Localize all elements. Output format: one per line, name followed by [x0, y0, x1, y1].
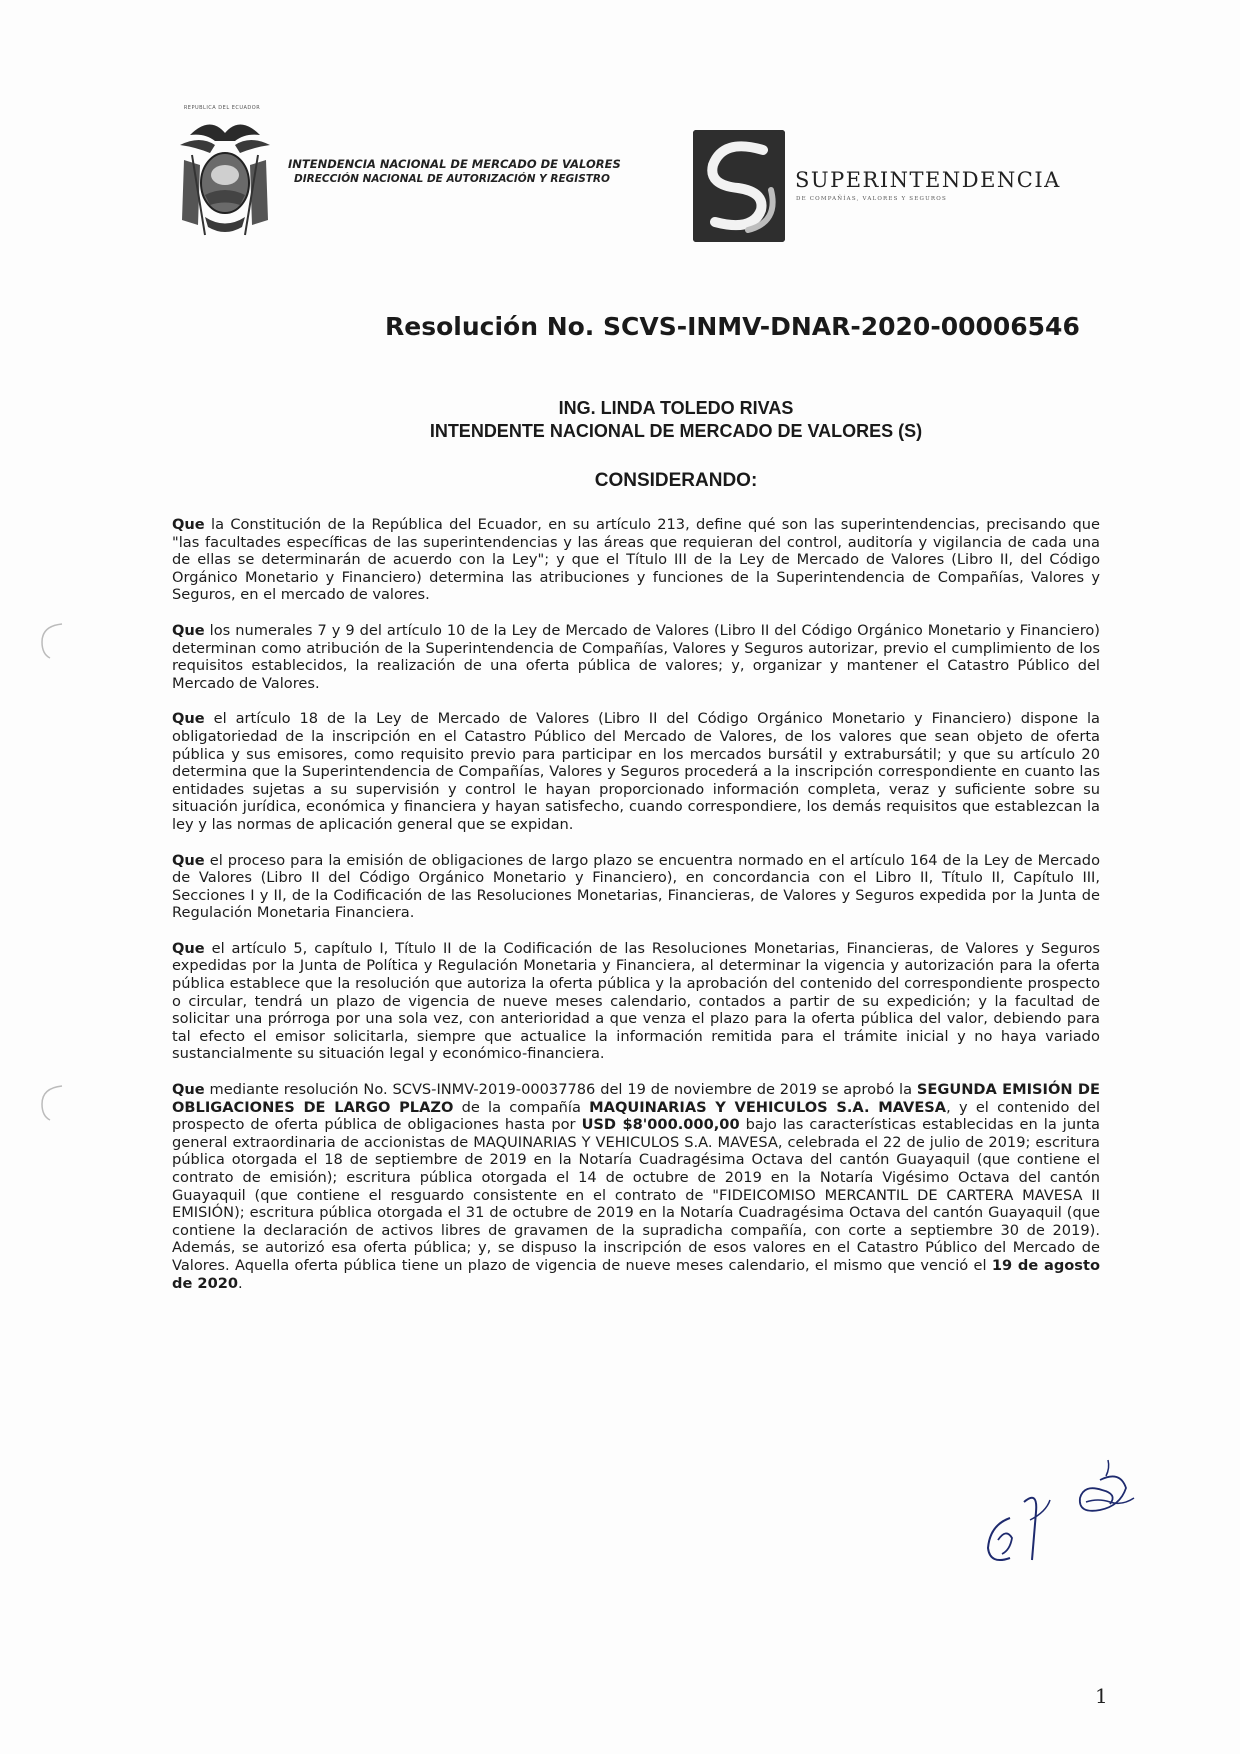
document-body: [172, 516, 1100, 1310]
intendencia-heading: [288, 157, 708, 187]
emission-amount: USD $8'000.000,00: [581, 1116, 740, 1134]
paragraph-5: [172, 940, 1100, 1063]
sc-logo-icon: [693, 130, 785, 242]
company-name: MAQUINARIAS Y VEHICULOS S.A. MAVESA: [589, 1098, 947, 1116]
expiry-date: 19 de agosto de 2020: [172, 1256, 1100, 1292]
paragraph-3: [172, 710, 1100, 833]
paragraph-lead: Que: [172, 939, 205, 957]
paragraph-text: el proceso para la emisión de obligaciones de largo plazo se encuentra normado en el artículo 164 de la Ley de Mercado de Valores (Libro II del Código Orgánico Monetario y Financiero), en concordancia con el Libro II, Título II, Capítulo III, Secciones I y II, de la Codificación de las Resoluciones Monetarias, Financieras, de Valores y Seguros expedida por la Junta de Regulación Monetaria Financiera.: [172, 851, 1100, 922]
paragraph-text: bajo las características establecidas en la junta general extraordinaria de accionistas de MAQUINARIAS Y VEHICULOS S.A. MAVESA, celebrada el 22 de julio de 2019; escritura pública otorgada el 18 de septiembre de 2019 en la Notaría Cuadragésima Octava del cantón Guayaquil (que contiene el contrato de emisión); escritura pública otorgada el 14 de octubre de 2019 en la Notaría Vigésimo Octava del cantón Guayaquil (que contiene el resguardo consistente en el contrato de "FIDEICOMISO MERCANTIL DE CARTERA MAVESA II EMISIÓN); escritura pública otorgada el 31 de octubre de 2019 en la Notaría Cuadragésima Octava del cantón Guayaquil (que contiene la declaración de activos libres de gravamen de la supradicha compañía, con corte a septiembre 30 de 2019). Además, se autorizó esa oferta pública; y, se dispuso la inscripción de esos valores en el Catastro Público del Mercado de Valores. Aquella oferta pública tiene un plazo de vigencia de nueve meses calendario, el mismo que venció el: [172, 1116, 1100, 1274]
logo-subtitle: DE COMPAÑÍAS, VALORES Y SEGUROS: [796, 196, 947, 202]
superintendencia-logo: [693, 130, 1061, 250]
paragraph-lead: Que: [172, 1081, 205, 1099]
paragraph-text: mediante resolución No. SCVS-INMV-2019-00037786 del 19 de noviembre de 2019 se aprobó la: [204, 1081, 917, 1099]
coat-motto: REPUBLICA DEL ECUADOR: [183, 105, 261, 111]
paragraph-text: .: [238, 1274, 243, 1292]
header-left: [170, 105, 690, 265]
paragraph-lead: Que: [172, 710, 205, 728]
paragraph-text: la Constitución de la República del Ecuador, en su artículo 213, define qué son las superintendencias, precisando que "las facultades específicas de las superintendencias y las áreas que requieran del control, auditoría y vigilancia de cada una de ellas se determinarán de acuerdo con la Ley"; y que el Título III de la Ley de Mercado de Valores (Libro II, del Código Orgánico Monetario y Financiero) determina las atribuciones y funciones de la Superintendencia de Compañías, Valores y Seguros, en el mercado de valores.: [172, 516, 1100, 604]
paragraph-4: [172, 852, 1100, 922]
paragraph-lead: Que: [172, 516, 205, 533]
official-title: INTENDENTE NACIONAL DE MERCADO DE VALORES (S): [429, 421, 923, 441]
paragraph-lead: Que: [172, 851, 205, 869]
handwritten-signature-icon: [950, 1440, 1150, 1570]
paragraph-text: los numerales 7 y 9 del artículo 10 de la Ley de Mercado de Valores (Libro II del Código Orgánico Monetario y Financiero) determinan como atribución de la Superintendencia de Compañías, Valores y Seguros autorizar, previo el cumplimiento de los requisitos establecidos, la realización de una oferta pública de valores; y, organizar y mantener el Catastro Público del Mercado de Valores.: [172, 621, 1100, 692]
paragraph-text: de la compañía: [453, 1098, 590, 1116]
punch-hole-mark-icon: [36, 1082, 66, 1122]
paragraph-1: [172, 516, 1100, 604]
paragraph-6: [172, 1081, 1100, 1292]
paragraph-2: [172, 622, 1100, 692]
page-number: 1: [1095, 1684, 1108, 1708]
paragraph-text: el artículo 18 de la Ley de Mercado de Valores (Libro II del Código Orgánico Monetario y Financiero) dispone la obligatoriedad de la inscripción en el Catastro Público del Mercado de Valores, de los valores que sean objeto de oferta pública y sus emisores, como requisito previo para participar en los mercados bursátil y extrabursátil; y que su artículo 20 determina que la Superintendencia de Compañías, Valores y Seguros procederá a la inscripción correspondiente en cuanto las entidades sujetas a su supervisión y control le hayan proporcionado información completa, veraz y suficiente sobre su situación jurídica, económica y financiera y hayan satisfecho, cuando correspondiere, los demás requisitos que establezcan la ley y las normas de aplicación general que se expidan.: [172, 710, 1100, 833]
intendencia-line-2: DIRECCIÓN NACIONAL DE AUTORIZACIÓN Y REGISTRO: [294, 173, 610, 185]
considerando-heading: CONSIDERANDO:: [594, 470, 758, 491]
punch-hole-mark-icon: [36, 620, 66, 660]
paragraph-lead: Que: [172, 621, 205, 639]
intendencia-line-1: INTENDENCIA NACIONAL DE MERCADO DE VALORES: [288, 157, 621, 171]
logo-title: SUPERINTENDENCIA: [795, 168, 1061, 192]
paragraph-text: , y el contenido del prospecto de oferta pública de obligaciones hasta por: [172, 1098, 1101, 1134]
official-name: ING. LINDA TOLEDO RIVAS: [558, 398, 794, 418]
ecuador-coat-of-arms-icon: [170, 105, 280, 255]
paragraph-text: el artículo 5, capítulo I, Título II de la Codificación de las Resoluciones Monetarias, Financieras, de Valores y Seguros expedidas por la Junta de Política y Regulación Monetaria y Financiera, al determinar la vigencia y autorización para la oferta pública establece que la resolución que autoriza la oferta pública y la aprobación del contenido del correspondiente prospecto o circular, tendrá un plazo de vigencia de nueve meses calendario, contados a partir de su expedición; y la facultad de solicitar una prórroga por una sola vez, con anterioridad a que venza el plazo para la oferta pública del valor, debiendo para tal efecto el emisor solicitarla, siempre que actualice la información remitida para el trámite inicial y no haya variado sustancialmente su situación legal y económico-financiera.: [172, 939, 1100, 1063]
resolution-number: Resolución No. SCVS-INMV-DNAR-2020-00006546: [385, 312, 1080, 341]
emission-name: SEGUNDA EMISIÓN DE OBLIGACIONES DE LARGO PLAZO: [172, 1081, 1100, 1116]
